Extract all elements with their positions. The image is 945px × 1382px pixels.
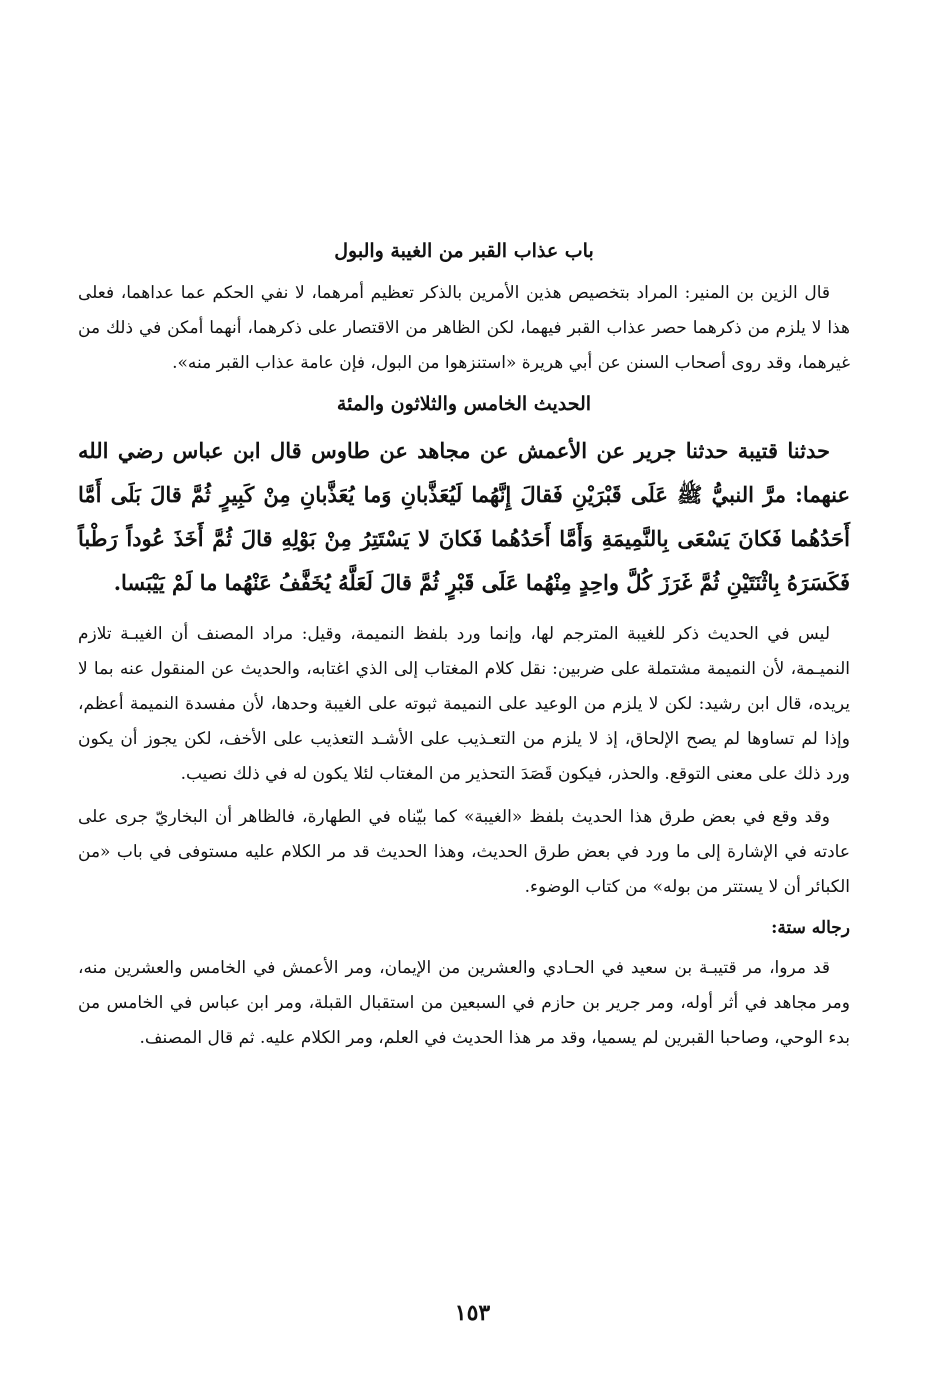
spacer <box>78 381 850 389</box>
hadith-title: الحديث الخامس والثلاثون والمئة <box>336 393 592 415</box>
commentary-paragraph-2: وقد وقع في بعض طرق هذا الحديث بلفظ «الغيبة» كما بيّناه في الطهارة، فالظاهر أن البخاريّ جرى على عادته في الإشارة إلى ما ورد في بعض طرق الحديث، وهذا الحديث قد مر الكلام عليه مستوفى في باب «من الكبائر أن لا يستتر من بوله» من كتاب الوضوء. <box>78 807 850 897</box>
narrators-paragraph: قد مروا، مر قتيبـة بن سعيد في الحـادي والعشرين من الإيمان، ومر الأعمش في الخامس والعشرين منه، ومر مجاهد في أثر أوله، ومر جرير بن حازم في السبعين من استقبال القبلة، ومر ابن عباس في الخامس من بدء الوحي، وصاحبا القبرين لم يسميا، وقد مر هذا الحديث في العلم، ومر الكلام عليه. ثم قال المصنف. <box>78 958 850 1048</box>
page-number: ١٥٣ <box>454 1300 491 1326</box>
hadith-text: حدثنا قتيبة حدثنا جرير عن الأعمش عن مجاهد عن طاوس قال ابن عباس رضي الله عنهما: مرَّ النبيُّ ﷺ عَلَى قَبْرَيْنِ فَقالَ إِنَّهُما لَيُعَذَّبانِ وَما يُعَذَّبانِ مِنْ كَبِيرٍ ثُمَّ قالَ بَلَى أَمَّا أَحَدُهُما فَكانَ يَسْعَى بِالنَّمِيمَةِ وَأَمَّا أَحَدُهُما فَكانَ لا يَسْتَتِرُ مِنْ بَوْلِهِ قالَ ثُمَّ أَخَذَ عُوداً رَطْباً فَكَسَرَهُ بِاثْنَتَيْنِ ثُمَّ غَرَزَ كُلَّ واحِدٍ مِنْهُما عَلَى قَبْرٍ ثُمَّ قالَ لَعَلَّهُ يُخَفَّفُ عَنْهُما ما لَمْ يَيْبَسا. <box>78 438 850 595</box>
intro-paragraph: قال الزين بن المنير: المراد بتخصيص هذين الأمرين بالذكر تعظيم أمرهما، لا نفي الحكم عما عداهما، فعلى هذا لا يلزم من ذكرهما حصر عذاب القبر فيهما، لكن الظاهر من الاقتصار على ذكرهما، أنهما أمكن في ذلك من غيرهما، وقد روى أصحاب السنن عن أبي هريرة «استنزهوا من البول، فإن عامة عذاب القبر منه». <box>78 283 850 373</box>
chapter-title: باب عذاب القبر من الغيبة والبول <box>334 240 594 262</box>
commentary-paragraph-1: ليس في الحديث ذكر للغيبة المترجم لها، وإنما ورد بلفظ النميمة، وقيل: مراد المصنف أن الغيبـة تلازم النميـمة، لأن النميمة مشتملة على ضربين: نقل كلام المغتاب إلى الذي اغتابه، والحديث عن المنقول عنه بما لا يريده، قال ابن رشيد: لكن لا يلزم من الوعيد على النميمة ثبوته على الغيبة وحدها، لأن مفسدة النميمة أعظم، وإذا لم تساوها لم يصح الإلحاق، إذ لا يلزم من التعـذيب على الأشـد التعذيب على الأخف، لكن يجوز أن يكون ورد ذلك على معنى التوقع. والحذر، فيكون قَصَدَ التحذير من المغتاب لئلا يكون له في ذلك نصيب. <box>78 624 850 784</box>
spacer <box>78 792 850 800</box>
narrators-heading: رجاله ستة: <box>771 918 850 938</box>
page-body <box>78 236 850 1056</box>
